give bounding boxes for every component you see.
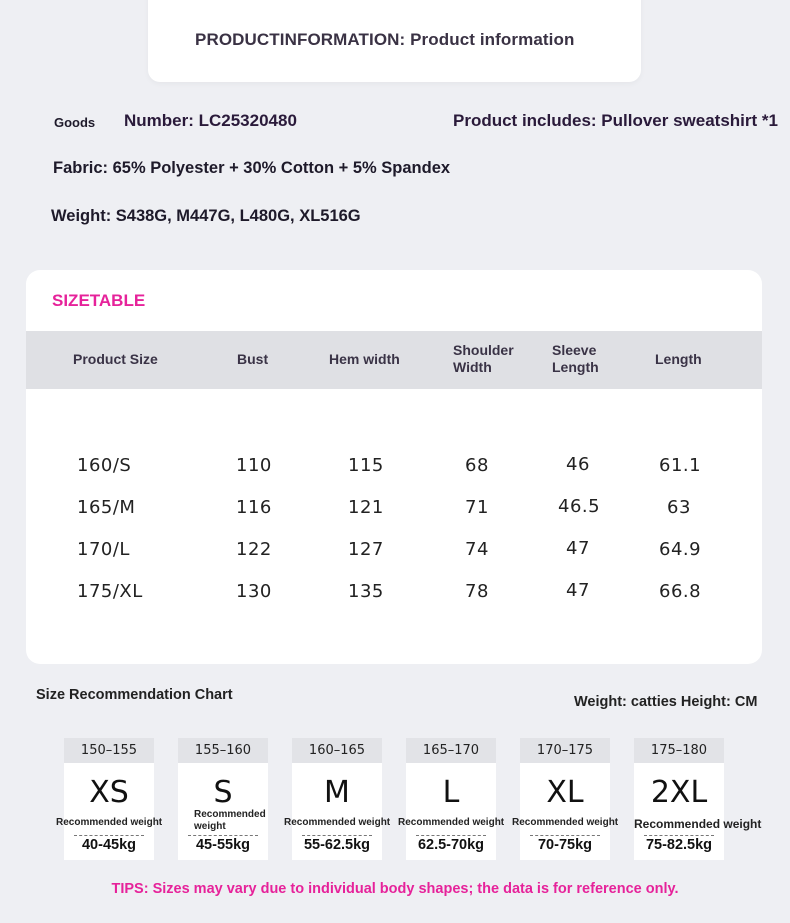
cell-sleeve: 47 [566,538,590,559]
cell-length: 64.9 [659,539,702,560]
weight-range: 45-55kg [195,837,250,853]
dashed-divider [416,835,486,836]
cell-length: 61.1 [659,455,702,476]
size-table-header [26,331,762,389]
weight-range: 55-62.5kg [303,837,371,853]
size-letter: M [324,775,350,810]
cell-hem: 115 [348,455,384,476]
cell-size: 160/S [77,455,132,476]
table-row [26,455,762,497]
goods-label: Goods [54,115,96,130]
cell-shoulder: 78 [465,581,489,602]
tips-note: TIPS: Sizes may vary due to individual body shapes; the data is for reference only. [111,881,679,897]
cell-bust: 122 [236,539,272,560]
size-recommendation-title: Size Recommendation Chart [36,687,233,703]
dashed-divider [530,835,600,836]
size-letter: 2XL [650,775,708,810]
cell-bust: 130 [236,581,272,602]
recommended-weight-label: Recommended weight [194,809,266,832]
product-info-card [148,0,641,82]
header-shoulder-width: Shoulder Width [453,342,514,375]
size-table-card [26,270,762,664]
cell-sleeve: 47 [566,580,590,601]
fabric-composition: Fabric: 65% Polyester + 30% Cotton + 5% Spandex [53,159,451,177]
cell-shoulder: 74 [465,539,489,560]
size-card-m [284,738,391,860]
size-table-title: SIZETABLE [52,291,146,310]
weight-range: 70-75kg [537,837,592,853]
size-card-body [634,763,762,860]
cell-hem: 121 [348,497,384,518]
table-row [26,497,762,539]
size-card-body [178,763,268,860]
size-letter: XL [546,775,584,810]
product-info-title: PRODUCTINFORMATION: Product information [195,30,575,49]
weight-range: 75-82.5kg [645,837,713,853]
height-range: 160–165 [292,738,382,763]
size-card-s [178,738,268,860]
cell-length: 63 [667,497,691,518]
height-range: 175–180 [634,738,724,763]
product-weight: Weight: S438G, M447G, L480G, XL516G [51,207,361,225]
header-bust: Bust [237,351,269,367]
recommended-weight-label: Recommended weight [284,817,391,828]
size-card-2xl [634,738,762,860]
height-range: 155–160 [178,738,268,763]
size-card-body [284,763,391,860]
header-sleeve-length: Sleeve Length [552,342,599,375]
goods-number: Number: LC25320480 [124,111,297,130]
cell-hem: 127 [348,539,384,560]
cell-shoulder: 68 [465,455,489,476]
table-row [26,539,762,581]
size-card-xl [512,738,619,860]
cell-bust: 116 [236,497,272,518]
dashed-divider [644,835,714,836]
weight-range: 40-45kg [81,837,136,853]
cell-size: 170/L [77,539,130,560]
dashed-divider [302,835,372,836]
header-hem-width: Hem width [329,351,400,367]
size-card-body [512,763,619,860]
header-length: Length [655,351,702,367]
cell-sleeve: 46 [566,454,590,475]
size-card-body [398,763,505,860]
height-range: 170–175 [520,738,610,763]
weight-range: 62.5-70kg [417,837,485,853]
recommended-weight-label: Recommended weight [512,817,619,828]
table-row [26,581,762,623]
cell-size: 175/XL [77,581,143,602]
size-letter: S [213,775,233,810]
cell-bust: 110 [236,455,272,476]
size-letter: XS [89,775,129,810]
header-product-size: Product Size [73,351,158,367]
recommended-weight-label: Recommended weight [56,817,163,828]
size-card-l [398,738,505,860]
cell-size: 165/M [77,497,136,518]
height-range: 150–155 [64,738,154,763]
recommended-weight-label: Recommended weight [398,817,505,828]
size-card-xs [56,738,163,860]
product-includes: Product includes: Pullover sweatshirt *1 [453,111,778,130]
dashed-divider [188,835,258,836]
cell-length: 66.8 [659,581,702,602]
cell-hem: 135 [348,581,384,602]
recommended-weight-label: Recommended weight [634,817,762,831]
cell-shoulder: 71 [465,497,489,518]
dashed-divider [74,835,144,836]
cell-sleeve: 46.5 [558,496,601,517]
height-range: 165–170 [406,738,496,763]
size-letter: L [442,775,460,810]
units-note: Weight: catties Height: CM [574,694,758,710]
size-card-body [56,763,163,860]
